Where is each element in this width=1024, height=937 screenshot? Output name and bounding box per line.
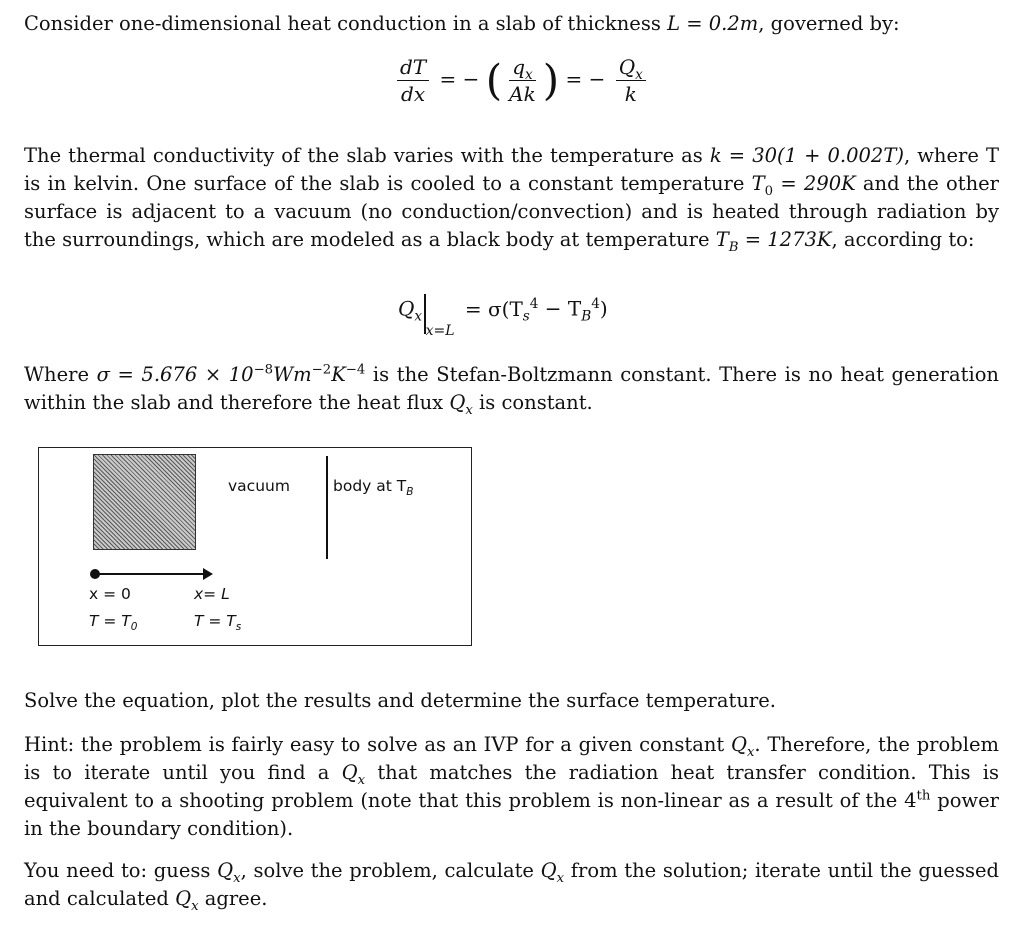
Q-over-k-fraction (616, 56, 646, 105)
Qx-subscript: x (357, 772, 366, 788)
exponent: 4 (591, 295, 600, 312)
para-text: power in the boundary condition). (24, 789, 999, 840)
sigma-paragraph (24, 361, 999, 417)
T0-subscript: 0 (764, 183, 774, 199)
units-m-exponent: −2 (311, 362, 332, 378)
intro-text-end: , governed by: (758, 12, 900, 35)
para-text: that matches the radiation heat transfer condition. This is equivalent to a shooting problem (note that this problem is non-linear as a result of the 4 (24, 761, 999, 812)
para-text: from the solution; iterate until the guessed and calculated (24, 859, 999, 910)
Qx-symbol: Q (217, 859, 234, 882)
frac-num: Q (618, 55, 636, 79)
equals-sign: = (439, 67, 457, 91)
x-axis-arrow (95, 573, 211, 575)
para-text: Hint: the problem is fairly easy to solve as an IVP for a given constant (24, 733, 731, 756)
rhs-prefix: = σ(T (464, 296, 523, 321)
Qx-subscript: x (465, 402, 473, 418)
rhs-close: ) (599, 296, 608, 321)
exponent: 4 (529, 295, 539, 312)
T0-symbol: T (751, 172, 765, 195)
frac-num: q (512, 55, 525, 79)
sigma-exponent: −8 (253, 362, 274, 378)
sigma-equation: σ = 5.676 × 10 (96, 363, 254, 386)
Q-symbol: Q (398, 296, 415, 321)
task-paragraph: Solve the equation, plot the results and determine the surface temperature. (24, 689, 776, 712)
TB-symbol: T (715, 228, 729, 251)
para-text: , according to: (831, 228, 975, 251)
left-paren: ( (485, 55, 503, 105)
thickness-equation: L = 0.2m (667, 12, 759, 35)
rhs-minus: − T (538, 296, 582, 321)
hint-paragraph (24, 731, 999, 843)
frac-num-sub: x (525, 67, 533, 83)
para-text: and the other surface is adjacent to a vacuum (no conduction/convection) and is heated through radiation by the surroundings, which are modeled as a black body at temperature (24, 172, 999, 251)
q-over-Ak-fraction (506, 56, 539, 105)
conductivity-equation: k = 30(1 + 0.002T) (709, 144, 904, 167)
Qx-subscript: x (191, 898, 199, 914)
para-text: , where T is in kelvin. One surface of the slab is cooled to a constant temperature (24, 144, 999, 195)
para-text: . Therefore, the problem is to iterate until you find a (24, 733, 999, 784)
governing-equation (393, 56, 650, 105)
TB-subscript: B (728, 239, 739, 255)
body-label: body at T (333, 477, 407, 495)
Qx-symbol: Q (540, 859, 557, 882)
Qx-subscript: x (556, 870, 565, 886)
vacuum-label: vacuum (228, 477, 290, 495)
units-W: Wm (273, 363, 312, 386)
units-K: K (331, 363, 346, 386)
conductivity-paragraph (24, 142, 999, 254)
Qx-symbol: Q (341, 761, 358, 784)
TB-subscript: B (581, 308, 592, 325)
T0-label-subscript: 0 (130, 621, 138, 634)
x0-label: x = 0 (89, 585, 131, 603)
equals-sign: = (565, 67, 583, 91)
right-paren: ) (542, 55, 560, 105)
slab-hatched-block (93, 454, 196, 550)
dT-dx-fraction (397, 56, 429, 105)
para-text: You need to: guess (24, 859, 218, 882)
para-text: Where (24, 363, 97, 386)
T0-value: = 290K (773, 172, 856, 195)
frac-num: dT (397, 56, 429, 81)
Ts-label-subscript: s (235, 621, 242, 634)
T0-label: T = T (89, 612, 131, 630)
para-text: agree. (198, 887, 268, 910)
units-K-exponent: −4 (345, 362, 366, 378)
evaluation-point: x=L (425, 322, 455, 339)
Q-subscript: x (414, 308, 423, 325)
Qx-subscript: x (233, 870, 241, 886)
Ts-subscript: s (522, 308, 530, 325)
para-text: , solve the problem, calculate (240, 859, 541, 882)
slab-diagram (38, 447, 472, 646)
minus-sign: − (588, 67, 606, 91)
para-text: is constant. (472, 391, 593, 414)
frac-den: dx (401, 82, 426, 106)
Ts-label: T = T (194, 612, 236, 630)
radiation-equation (398, 290, 608, 339)
ordinal-suffix: th (916, 788, 931, 804)
Qx-symbol: Q (175, 887, 192, 910)
black-body-boundary (326, 456, 328, 559)
para-text: is the Stefan-Boltzmann constant. There is no heat generation within the slab and therefore the heat flux (24, 363, 999, 414)
body-label-subscript: B (406, 486, 414, 499)
frac-den: k (624, 82, 637, 106)
instructions-paragraph (24, 857, 999, 913)
xL-label: x= L (194, 585, 230, 603)
frac-num-sub: x (635, 67, 643, 83)
intro-paragraph (24, 10, 999, 38)
Qx-subscript: x (746, 744, 755, 760)
minus-sign: − (462, 67, 480, 91)
intro-text: Consider one-dimensional heat conduction in a slab of thickness (24, 12, 668, 35)
para-text: The thermal conductivity of the slab varies with the temperature as (24, 144, 710, 167)
TB-value: = 1273K (738, 228, 832, 251)
Qx-symbol: Q (730, 733, 747, 756)
frac-den: Ak (509, 82, 536, 106)
Qx-symbol: Q (449, 391, 466, 414)
